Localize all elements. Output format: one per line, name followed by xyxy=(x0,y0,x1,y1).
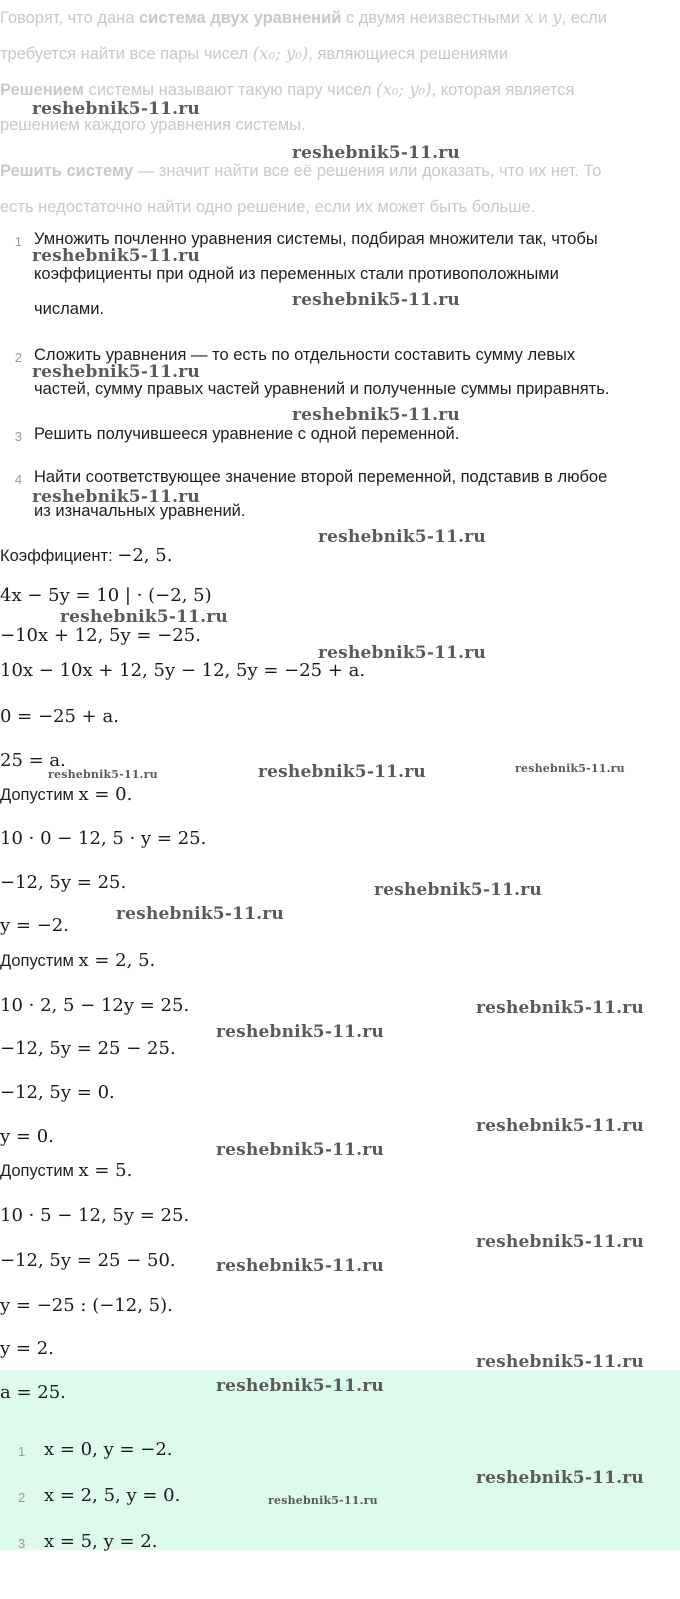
watermark: reshebnik5-11.ru xyxy=(374,880,542,900)
step-number: 2 xyxy=(14,350,22,365)
intro-line-1: Говорят, что дана система двух уравнений с двумя неизвестными x и y, если xyxy=(0,8,608,27)
watermark: reshebnik5-11.ru xyxy=(476,1232,644,1252)
step-text: Решить получившееся уравнение с одной переменной. xyxy=(34,425,460,443)
intro-line-4: решением каждого уравнения системы. xyxy=(0,116,306,134)
watermark: reshebnik5-11.ru xyxy=(515,762,625,775)
intro-line-2: требуется найти все пары чисел (x₀; y₀), являющиеся решениями xyxy=(0,44,509,63)
equation: 10 · 2, 5 − 12y = 25. xyxy=(0,995,190,1016)
equation: y = −2. xyxy=(0,915,69,936)
step-text: из изначальных уравнений. xyxy=(34,502,246,520)
step-number: 3 xyxy=(14,429,22,444)
assume-line: Допустим x = 2, 5. xyxy=(0,950,156,971)
step-text: числами. xyxy=(34,300,105,318)
equation: 4x − 5y = 10 | · (−2, 5) xyxy=(0,585,212,606)
assume-line: Допустим x = 5. xyxy=(0,1160,133,1181)
step-number: 1 xyxy=(14,234,22,249)
step-text: Умножить почленно уравнения системы, подбирая множители так, чтобы xyxy=(34,230,598,248)
answer-item-number: 1 xyxy=(18,1444,26,1459)
intro-line-5: Решить систему — значит найти все её решения или доказать, что их нет. То xyxy=(0,162,602,180)
step-number: 4 xyxy=(14,472,22,487)
watermark: reshebnik5-11.ru xyxy=(60,607,228,627)
watermark: reshebnik5-11.ru xyxy=(32,246,200,266)
watermark: reshebnik5-11.ru xyxy=(116,904,284,924)
equation: 10x − 10x + 12, 5y − 12, 5y = −25 + a. xyxy=(0,660,366,681)
intro-line-3: Решением системы называют такую пару чисел (x₀; y₀), которая является xyxy=(0,80,575,99)
equation: −10x + 12, 5y = −25. xyxy=(0,625,201,646)
watermark: reshebnik5-11.ru xyxy=(216,1022,384,1042)
watermark: reshebnik5-11.ru xyxy=(32,362,200,382)
equation: 0 = −25 + a. xyxy=(0,706,119,727)
equation: −12, 5y = 25. xyxy=(0,872,127,893)
equation: −12, 5y = 25 − 25. xyxy=(0,1038,176,1059)
watermark: reshebnik5-11.ru xyxy=(216,1140,384,1160)
watermark: reshebnik5-11.ru xyxy=(216,1256,384,1276)
answer-block xyxy=(0,1370,680,1550)
watermark: reshebnik5-11.ru xyxy=(292,405,460,425)
watermark: reshebnik5-11.ru xyxy=(258,762,426,782)
equation: y = −25 : (−12, 5). xyxy=(0,1295,173,1316)
coefficient-line: Коэффициент: −2, 5. xyxy=(0,545,173,566)
watermark: reshebnik5-11.ru xyxy=(216,1376,384,1396)
equation: 10 · 0 − 12, 5 · y = 25. xyxy=(0,828,207,849)
intro-line-6: есть недостаточно найти одно решение, если их может быть больше. xyxy=(0,198,536,216)
watermark: reshebnik5-11.ru xyxy=(318,643,486,663)
answer-item-number: 3 xyxy=(18,1536,26,1551)
equation: 25 = a. xyxy=(0,750,66,771)
answer-item: x = 5, y = 2. xyxy=(44,1531,158,1552)
answer-item-number: 2 xyxy=(18,1490,26,1505)
watermark: reshebnik5-11.ru xyxy=(476,1468,644,1488)
answer-item: x = 2, 5, y = 0. xyxy=(44,1485,181,1506)
watermark: reshebnik5-11.ru xyxy=(318,527,486,547)
watermark: reshebnik5-11.ru xyxy=(476,998,644,1018)
step-text: Сложить уравнения — то есть по отдельности составить сумму левых xyxy=(34,346,576,364)
equation: −12, 5y = 25 − 50. xyxy=(0,1250,176,1271)
watermark: reshebnik5-11.ru xyxy=(268,1494,378,1507)
equation: −12, 5y = 0. xyxy=(0,1082,115,1103)
step-text: частей, сумму правых частей уравнений и полученные суммы приравнять. xyxy=(34,380,610,398)
answer-item: x = 0, y = −2. xyxy=(44,1439,173,1460)
step-text: Найти соответствующее значение второй переменной, подставив в любое xyxy=(34,468,608,486)
step-text: коэффициенты при одной из переменных стали противоположными xyxy=(34,265,559,283)
equation: y = 0. xyxy=(0,1126,54,1147)
watermark: reshebnik5-11.ru xyxy=(32,487,200,507)
watermark: reshebnik5-11.ru xyxy=(476,1116,644,1136)
watermark: reshebnik5-11.ru xyxy=(476,1352,644,1372)
equation: y = 2. xyxy=(0,1338,54,1359)
equation: 10 · 5 − 12, 5y = 25. xyxy=(0,1205,190,1226)
watermark: reshebnik5-11.ru xyxy=(48,768,158,781)
assume-line: Допустим x = 0. xyxy=(0,784,133,805)
answer-a-value: a = 25. xyxy=(0,1382,66,1403)
watermark: reshebnik5-11.ru xyxy=(32,99,200,119)
watermark: reshebnik5-11.ru xyxy=(292,143,460,163)
watermark: reshebnik5-11.ru xyxy=(292,290,460,310)
